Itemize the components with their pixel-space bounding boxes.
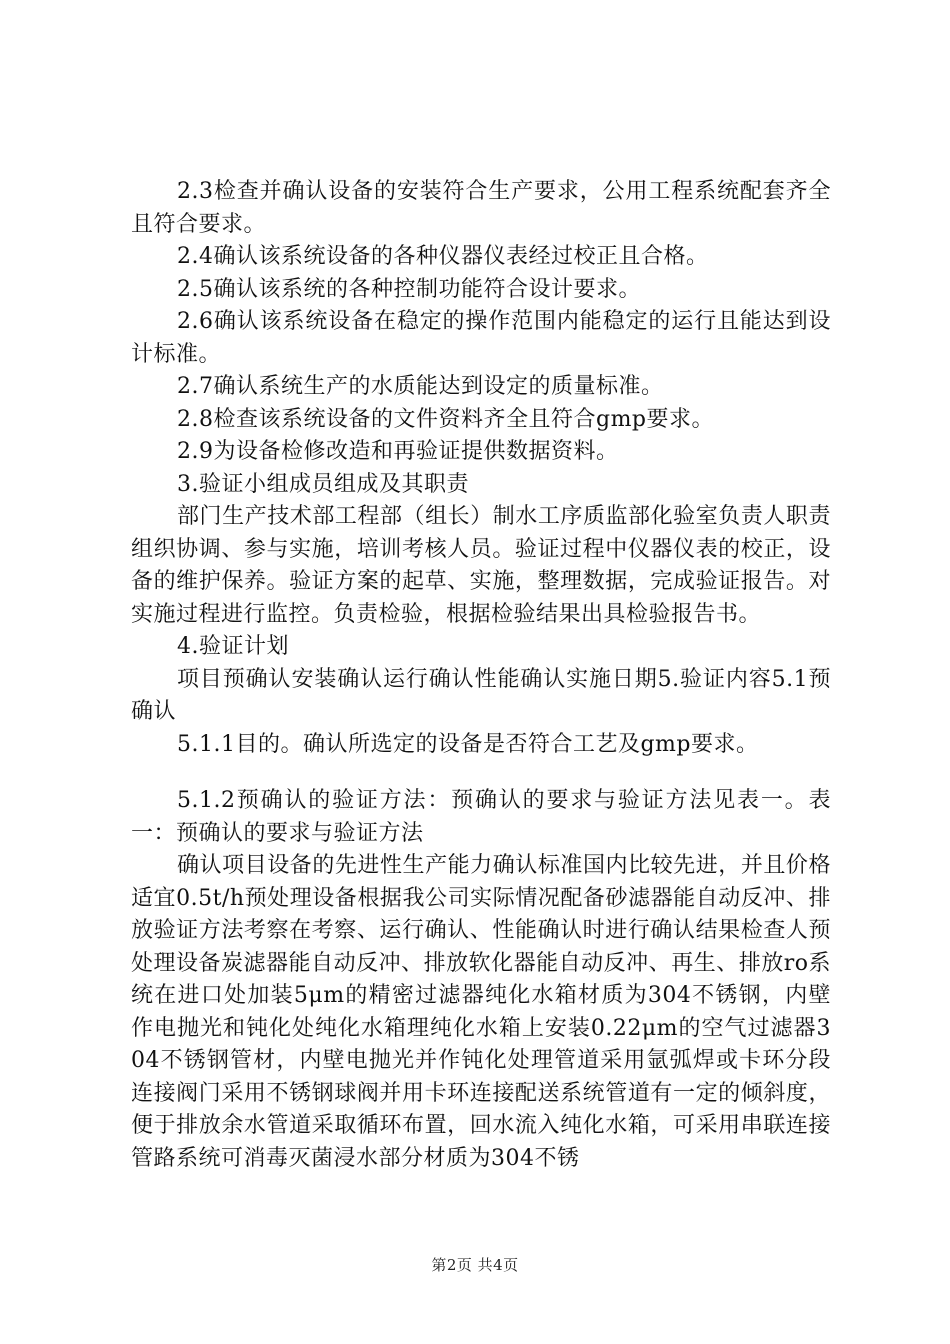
paragraph-2-7: 2.7确认系统生产的水质能达到设定的质量标准。 (177, 374, 664, 399)
section-heading-4: 4.验证计划 (177, 634, 289, 659)
paragraph-2-4: 2.4确认该系统设备的各种仪器仪表经过校正且合格。 (177, 244, 709, 269)
paragraph-2-9: 2.9为设备检修改造和再验证提供数据资料。 (177, 439, 619, 464)
paragraph-2-5: 2.5确认该系统的各种控制功能符合设计要求。 (177, 276, 641, 302)
paragraph-2-8: 2.8检查该系统设备的文件资料齐全且符合gmp要求。 (177, 406, 715, 432)
document-body (131, 176, 831, 1175)
paragraph-table-one-content: 确认项目设备的先进性生产能力确认标准国内比较先进，并且价格适宜0.5t/h预处理设备根据我公司实际情况配备砂滤器能自动反冲、排放验证方法考察在考察、运行确认、性能确认时进行确认结果检查人预处理设备炭滤器能自动反冲、排放软化器能自动反冲、再生、排放ro系统在进口处加装5μm的精密过滤器纯化水箱材质为304不锈钢，内壁作电抛光和钝化处纯化水箱理纯化水箱上安装0.22μm的空气过滤器304不锈钢管材，内壁电抛光并作钝化处理管道采用氩弧焊或卡环分段连接阀门采用不锈钢球阀并用卡环连接配送系统管道有一定的倾斜度，便于排放余水管道采取循环布置，回水流入纯化水箱，可采用串联连接管路系统可消毒灭菌浸水部分材质为304不锈 (131, 853, 831, 1171)
paragraph-5-1-2: 5.1.2预确认的验证方法：预确认的要求与验证方法见表一。表一：预确认的要求与验证方法 (131, 788, 831, 846)
paragraph-plan-and-5-1: 项目预确认安装确认运行确认性能确认实施日期5.验证内容5.1预确认 (131, 666, 831, 724)
paragraph-2-6: 2.6确认该系统设备在稳定的操作范围内能稳定的运行且能达到设计标准。 (131, 309, 831, 367)
page-number-footer: 第2页 共4页 (431, 1256, 519, 1274)
section-heading-3: 3.验证小组成员组成及其职责 (177, 471, 469, 497)
paragraph-2-3: 2.3检查并确认设备的安装符合生产要求，公用工程系统配套齐全且符合要求。 (131, 179, 831, 237)
paragraph-team-duties: 部门生产技术部工程部（组长）制水工序质监部化验室负责人职责组织协调、参与实施，培训考核人员。验证过程中仪器仪表的校正，设备的维护保养。验证方案的起草、实施，整理数据，完成验证报告。对实施过程进行监控。负责检验，根据检验结果出具检验报告书。 (131, 504, 831, 627)
paragraph-5-1-1: 5.1.1目的。确认所选定的设备是否符合工艺及gmp要求。 (177, 731, 759, 757)
